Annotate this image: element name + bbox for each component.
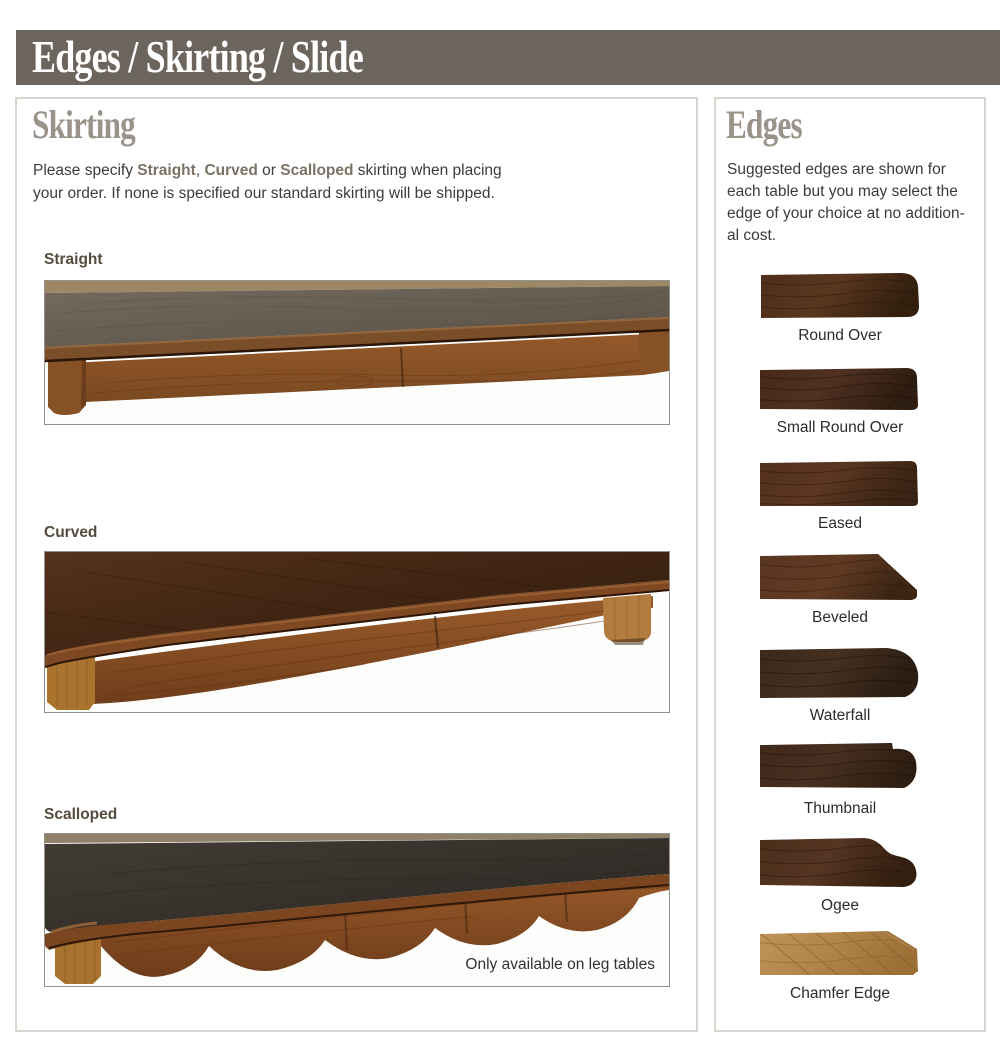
edge-label-round-over: Round Over [798,327,882,344]
edge-label-ogee: Ogee [821,897,859,914]
header-bar [16,30,1000,85]
edges-intro: Suggested edges are shown for each table but you may select the edge of your choice at no addition- al cost. [727,161,965,244]
edge-label-small-round-over: Small Round Over [776,419,904,436]
straight-keyword: Straight [137,162,196,179]
ogee-edge-image [758,837,922,890]
straight-skirting-photo [44,280,670,425]
skirting-intro [33,159,553,205]
skirting-heading: Skirting [32,102,135,147]
edge-item-waterfall [732,647,948,725]
edge-item-beveled [732,553,948,627]
skirting-intro-line1: Please specify Straight, Curved or Scalloped skirting when placing [33,162,502,179]
page-title: Edges / Skirting / Slide [32,32,363,82]
edge-label-chamfer: Chamfer Edge [790,985,890,1002]
edge-label-waterfall: Waterfall [809,707,871,724]
edge-item-small-round-over [732,367,948,437]
edges-panel [714,97,986,1032]
edge-label-thumbnail: Thumbnail [803,800,877,817]
scalloped-skirting-photo [44,833,670,987]
straight-section-label: Straight [44,251,103,268]
edge-item-eased [732,460,948,533]
edges-heading: Edges [726,102,802,147]
skirting-panel [15,97,698,1032]
right-table-leg [639,329,669,374]
edge-label-eased: Eased [818,515,862,532]
edge-item-ogee [732,837,948,915]
curved-skirting-photo [44,551,670,713]
skirting-intro-line2: your order. If none is specified our standard skirting will be shipped. [33,185,495,202]
round-over-edge-image [758,272,922,320]
left-table-leg [48,355,86,415]
chamfer-edge-image [758,930,922,978]
edge-item-thumbnail [732,742,948,818]
scalloped-availability-note: Only available on leg tables [465,956,655,973]
small-round-over-edge-image [758,367,922,412]
thumbnail-edge-image [758,742,922,793]
eased-edge-image [758,460,922,508]
beveled-edge-image [758,553,922,602]
waterfall-edge-image [758,647,922,700]
curved-skirting-image [45,552,669,712]
scalloped-section-label: Scalloped [44,806,118,823]
edge-item-chamfer [732,930,948,1003]
straight-skirting-image [45,281,669,424]
scalloped-keyword: Scalloped [280,162,354,179]
curved-section-label: Curved [44,524,98,541]
edge-label-beveled: Beveled [811,609,868,626]
curved-keyword: Curved [204,162,258,179]
edge-item-round-over [732,272,948,345]
